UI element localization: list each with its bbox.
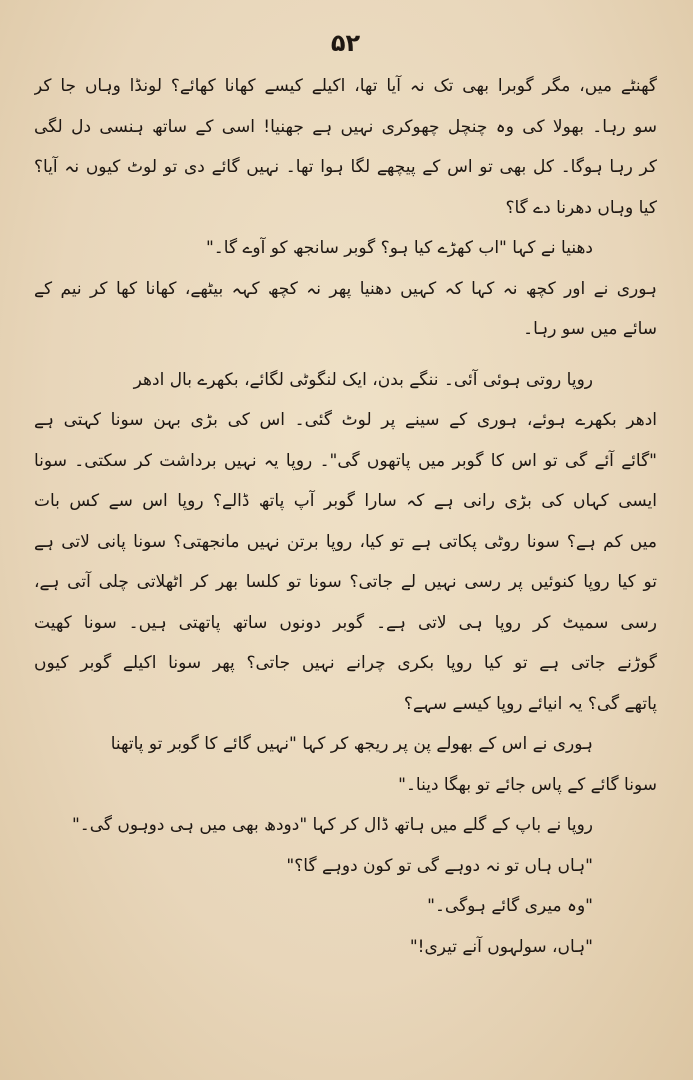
text-line: کیا وہاں دھرنا دے گا؟ [505,197,657,218]
text-line: "ہاں ہاں تو نہ دوہے گی تو کون دوہے گا؟" [286,855,593,876]
text-line: روپا روتی ہوئی آئی۔ ننگے بدن، ایک لنگوٹی لگائے، بکھرے بال ادھر [133,369,593,390]
text-line: ہوری نے اس کے بھولے پن پر ریجھ کر کہا "نہیں گائے کا گوبر تو پاتھنا [110,734,593,754]
text-line: رسی سمیٹ کر روپا ہی لاتی ہے۔ گوبر دونوں ساتھ پاتھتی ہیں۔ سونا کھیت [34,612,657,633]
text-line: تو کیا روپا کنوئیں پر رسی نہیں لے جاتی؟ سونا تو کلسا بھر کر اٹھلاتی چلی آتی ہے، [34,572,657,592]
page-body-text [34,66,657,967]
text-line: ہوری نے اور کچھ نہ کہا کہ کہیں دھنیا پھر نہ کچھ کہہ بیٹھے، کھانا کھا کر نیم کے [34,278,657,299]
text-line: سونا گائے کے پاس جائے تو بھگا دینا۔" [398,774,657,795]
text-line: گوڑنے جاتی ہے تو کیا روپا بکری چرانے نہیں جاتی؟ پھر سونا اکیلے گوبر کیوں [34,653,657,673]
text-line: گھنٹے میں، مگر گوبرا بھی تک نہ آیا تھا، اکیلے کیسے کھانا کھائے؟ لونڈا وہاں جا کر [34,76,657,96]
text-line: پاتھے گی؟ یہ انیائے روپا کیسے سہے؟ [403,693,657,714]
text-line: روپا نے باپ کے گلے میں ہاتھ ڈال کر کہا "دودھ بھی میں ہی دوہوں گی۔" [71,815,593,835]
text-line: ادھر بکھرے ہوئے، ہوری کے سینے پر لوٹ گئی۔ اس کی بڑی بہن سونا کہتی ہے [34,410,657,430]
text-line: کر رہا ہوگا۔ کل بھی تو اس کے پیچھے لگا ہوا تھا۔ نہیں گائے دی تو لوٹ کیوں نہ آیا؟ [34,157,657,177]
page-number: ۵۲ [330,29,361,57]
text-line: "ہاں، سولہوں آنے تیری!" [409,936,593,957]
text-line: سائے میں سو رہا۔ [523,319,657,339]
text-line: "وہ میری گائے ہوگی۔" [427,896,593,916]
text-line: ایسی کہاں کی بڑی رانی ہے کہ سارا گوبر آپ پاتھ ڈالے؟ روپا اس سے کس بات [34,491,657,511]
text-line: سو رہا۔ بھولا کی وہ چنچل چھوکری نہیں ہے جھنیا! اسی کے ساتھ ہنسی دل لگی [34,116,657,137]
text-line: دھنیا نے کہا "اب کھڑے کیا ہو؟ گوبر سانجھ کو آوے گا۔" [205,238,593,258]
text-line: "گائے آئے گی تو اس کا گوبر میں پاتھوں گی"۔ روپا یہ نہیں برداشت کر سکتی۔ سونا [34,450,657,471]
text-line: میں کم ہے؟ سونا روٹی پکاتی ہے تو کیا، روپا برتن نہیں مانجھتی؟ سونا پانی لاتی ہے [34,531,657,552]
